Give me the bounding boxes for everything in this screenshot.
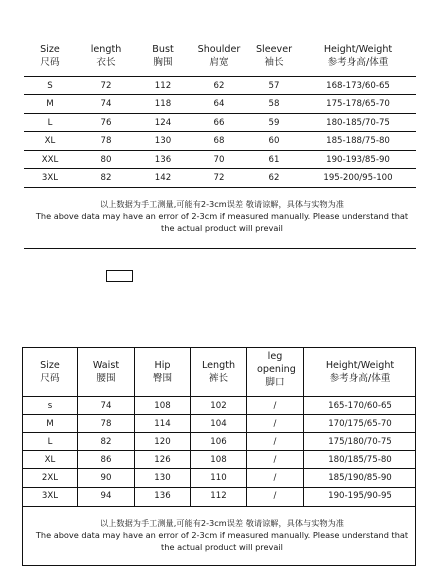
top-header-size-en: Size bbox=[40, 44, 60, 55]
table-cell: XXL bbox=[41, 155, 59, 165]
table-cell: 168-173/60-65 bbox=[326, 81, 390, 91]
top-header-hw-en: Height/Weight bbox=[323, 44, 393, 55]
bottom-header-waist-en: Waist bbox=[92, 360, 120, 371]
table-cell: 120 bbox=[154, 437, 171, 447]
bottom-header-length-cn: 裤长 bbox=[208, 372, 229, 384]
row-divider bbox=[24, 94, 416, 95]
table-cell: L bbox=[47, 437, 53, 447]
top-header-sleeve bbox=[248, 44, 300, 70]
table-cell: / bbox=[273, 437, 277, 447]
table-cell: 74 bbox=[100, 99, 112, 109]
row-divider bbox=[22, 450, 416, 451]
bottom-header-leg-opening bbox=[247, 351, 303, 390]
bottom-header-length bbox=[191, 360, 246, 386]
table-cell: 59 bbox=[268, 118, 280, 128]
table-cell: 104 bbox=[210, 419, 227, 429]
table-cell: 175/180/70-75 bbox=[328, 437, 392, 447]
table-cell: 190-193/85-90 bbox=[326, 155, 390, 165]
table-cell: 190-195/90-95 bbox=[328, 491, 392, 501]
row-divider bbox=[22, 487, 416, 488]
row-divider bbox=[22, 506, 416, 507]
table-cell: 74 bbox=[100, 401, 112, 411]
bottom-header-leg-opening-cn: 脚口 bbox=[265, 376, 285, 388]
top-header-height-weight bbox=[304, 44, 412, 70]
table-cell: M bbox=[46, 99, 54, 109]
table-cell: 70 bbox=[213, 155, 225, 165]
table-cell: 185-188/75-80 bbox=[326, 136, 390, 146]
table-cell: / bbox=[273, 401, 277, 411]
table-cell: 175-178/65-70 bbox=[326, 99, 390, 109]
table-cell: 124 bbox=[154, 118, 172, 128]
table-cell: 58 bbox=[268, 99, 280, 109]
table-cell: 180/185/75-80 bbox=[328, 455, 392, 465]
top-header-bust-cn: 胸围 bbox=[153, 56, 173, 68]
table-cell: 118 bbox=[154, 99, 172, 109]
table-cell: 180-185/70-75 bbox=[326, 118, 390, 128]
bottom-header-divider bbox=[22, 396, 416, 397]
table-cell: 72 bbox=[213, 173, 225, 183]
table-cell: S bbox=[47, 81, 53, 91]
top-measurement-note bbox=[14, 199, 430, 235]
table-cell: 112 bbox=[154, 81, 172, 91]
table-cell: 64 bbox=[213, 99, 225, 109]
table-cell: 136 bbox=[154, 491, 171, 501]
table-cell: 106 bbox=[210, 437, 227, 447]
table-cell: 80 bbox=[100, 155, 112, 165]
note-cn: 以上数据为手工测量,可能有2-3cm误差 敬请谅解，具体与实物为准 bbox=[100, 518, 344, 528]
table-cell: L bbox=[47, 118, 53, 128]
table-cell: 170/175/65-70 bbox=[328, 419, 392, 429]
row-divider bbox=[22, 414, 416, 415]
row-divider bbox=[22, 468, 416, 469]
row-divider bbox=[24, 150, 416, 151]
table-cell: 61 bbox=[268, 155, 280, 165]
table-cell: XL bbox=[44, 455, 56, 465]
table-cell: 112 bbox=[210, 491, 227, 501]
top-header-shoulder-en: Shoulder bbox=[197, 44, 241, 55]
top-header-length-cn: 衣长 bbox=[96, 56, 116, 68]
bottom-header-hip bbox=[135, 360, 190, 386]
top-header-shoulder bbox=[192, 44, 246, 70]
table-cell: M bbox=[46, 419, 54, 429]
table-cell: 185/190/85-90 bbox=[328, 473, 392, 483]
top-header-size-cn: 尺码 bbox=[40, 56, 60, 68]
table-cell: 66 bbox=[213, 118, 225, 128]
top-header-length-en: length bbox=[90, 44, 122, 55]
table-cell: 57 bbox=[268, 81, 280, 91]
bottom-header-hw-cn: 参考身高/体重 bbox=[329, 372, 391, 384]
note-en-line1: The above data may have an error of 2-3cm if measured manually. Please understand that bbox=[35, 529, 409, 540]
table-cell: 90 bbox=[100, 473, 112, 483]
top-header-sleeve-cn: 袖长 bbox=[264, 56, 284, 68]
table-cell: 108 bbox=[154, 401, 171, 411]
table-cell: 86 bbox=[100, 455, 112, 465]
top-header-hw-cn: 参考身高/体重 bbox=[327, 56, 389, 68]
table-cell: 110 bbox=[210, 473, 227, 483]
table-cell: 142 bbox=[154, 173, 172, 183]
top-header-length bbox=[78, 44, 134, 70]
table-cell: 3XL bbox=[41, 173, 59, 183]
bottom-header-size bbox=[23, 360, 77, 386]
table-cell: / bbox=[273, 455, 277, 465]
bottom-header-leg-opening-en: leg opening bbox=[257, 351, 296, 375]
bottom-header-size-cn: 尺码 bbox=[40, 372, 60, 384]
row-divider bbox=[22, 432, 416, 433]
note-en-line2: the actual product will prevail bbox=[161, 222, 283, 233]
table-cell: / bbox=[273, 473, 277, 483]
bottom-header-hip-en: Hip bbox=[154, 360, 171, 371]
table-cell: 2XL bbox=[41, 473, 59, 483]
note-en-line2: the actual product will prevail bbox=[161, 541, 283, 552]
table-cell: 94 bbox=[100, 491, 112, 501]
table-cell: 130 bbox=[154, 136, 172, 146]
bottom-header-height-weight bbox=[304, 360, 416, 386]
top-header-bust-en: Bust bbox=[152, 44, 174, 55]
top-header-sleeve-en: Sleever bbox=[255, 44, 293, 55]
table-cell: 72 bbox=[100, 81, 112, 91]
bottom-header-waist bbox=[78, 360, 134, 386]
table-cell: s bbox=[47, 401, 53, 411]
empty-box bbox=[106, 270, 133, 282]
table-cell: XL bbox=[44, 136, 56, 146]
table-cell: 82 bbox=[100, 437, 112, 447]
table-cell: 78 bbox=[100, 419, 112, 429]
top-header-shoulder-cn: 肩宽 bbox=[209, 56, 229, 68]
bottom-header-hw-en: Height/Weight bbox=[325, 360, 395, 371]
row-divider bbox=[24, 168, 416, 169]
table-cell: 165-170/60-65 bbox=[328, 401, 392, 411]
table-cell: 62 bbox=[213, 81, 225, 91]
table-cell: / bbox=[273, 419, 277, 429]
table-cell: 60 bbox=[268, 136, 280, 146]
row-divider bbox=[24, 187, 416, 188]
table-cell: 130 bbox=[154, 473, 171, 483]
top-table-bottom-border bbox=[24, 248, 416, 249]
table-cell: 82 bbox=[100, 173, 112, 183]
table-cell: 195-200/95-100 bbox=[323, 173, 393, 183]
table-cell: 108 bbox=[210, 455, 227, 465]
table-cell: 114 bbox=[154, 419, 171, 429]
table-cell: 76 bbox=[100, 118, 112, 128]
table-cell: / bbox=[273, 491, 277, 501]
note-cn: 以上数据为手工测量,可能有2-3cm误差 敬请谅解，具体与实物为准 bbox=[100, 199, 344, 209]
row-divider bbox=[24, 131, 416, 132]
top-header-bust bbox=[136, 44, 190, 70]
bottom-header-size-en: Size bbox=[40, 360, 60, 371]
table-cell: 78 bbox=[100, 136, 112, 146]
table-cell: 102 bbox=[210, 401, 227, 411]
row-divider bbox=[24, 113, 416, 114]
note-en-line1: The above data may have an error of 2-3cm if measured manually. Please understand that bbox=[35, 210, 409, 221]
top-header-size bbox=[24, 44, 76, 70]
table-cell: 3XL bbox=[41, 491, 59, 501]
bottom-header-hip-cn: 臀围 bbox=[152, 372, 173, 384]
table-cell: 68 bbox=[213, 136, 225, 146]
table-cell: 126 bbox=[154, 455, 171, 465]
bottom-header-waist-cn: 腰围 bbox=[96, 372, 116, 384]
bottom-measurement-note bbox=[14, 518, 430, 554]
table-cell: 62 bbox=[268, 173, 280, 183]
table-cell: 136 bbox=[154, 155, 172, 165]
bottom-header-length-en: Length bbox=[201, 360, 236, 371]
top-header-divider bbox=[24, 76, 416, 77]
